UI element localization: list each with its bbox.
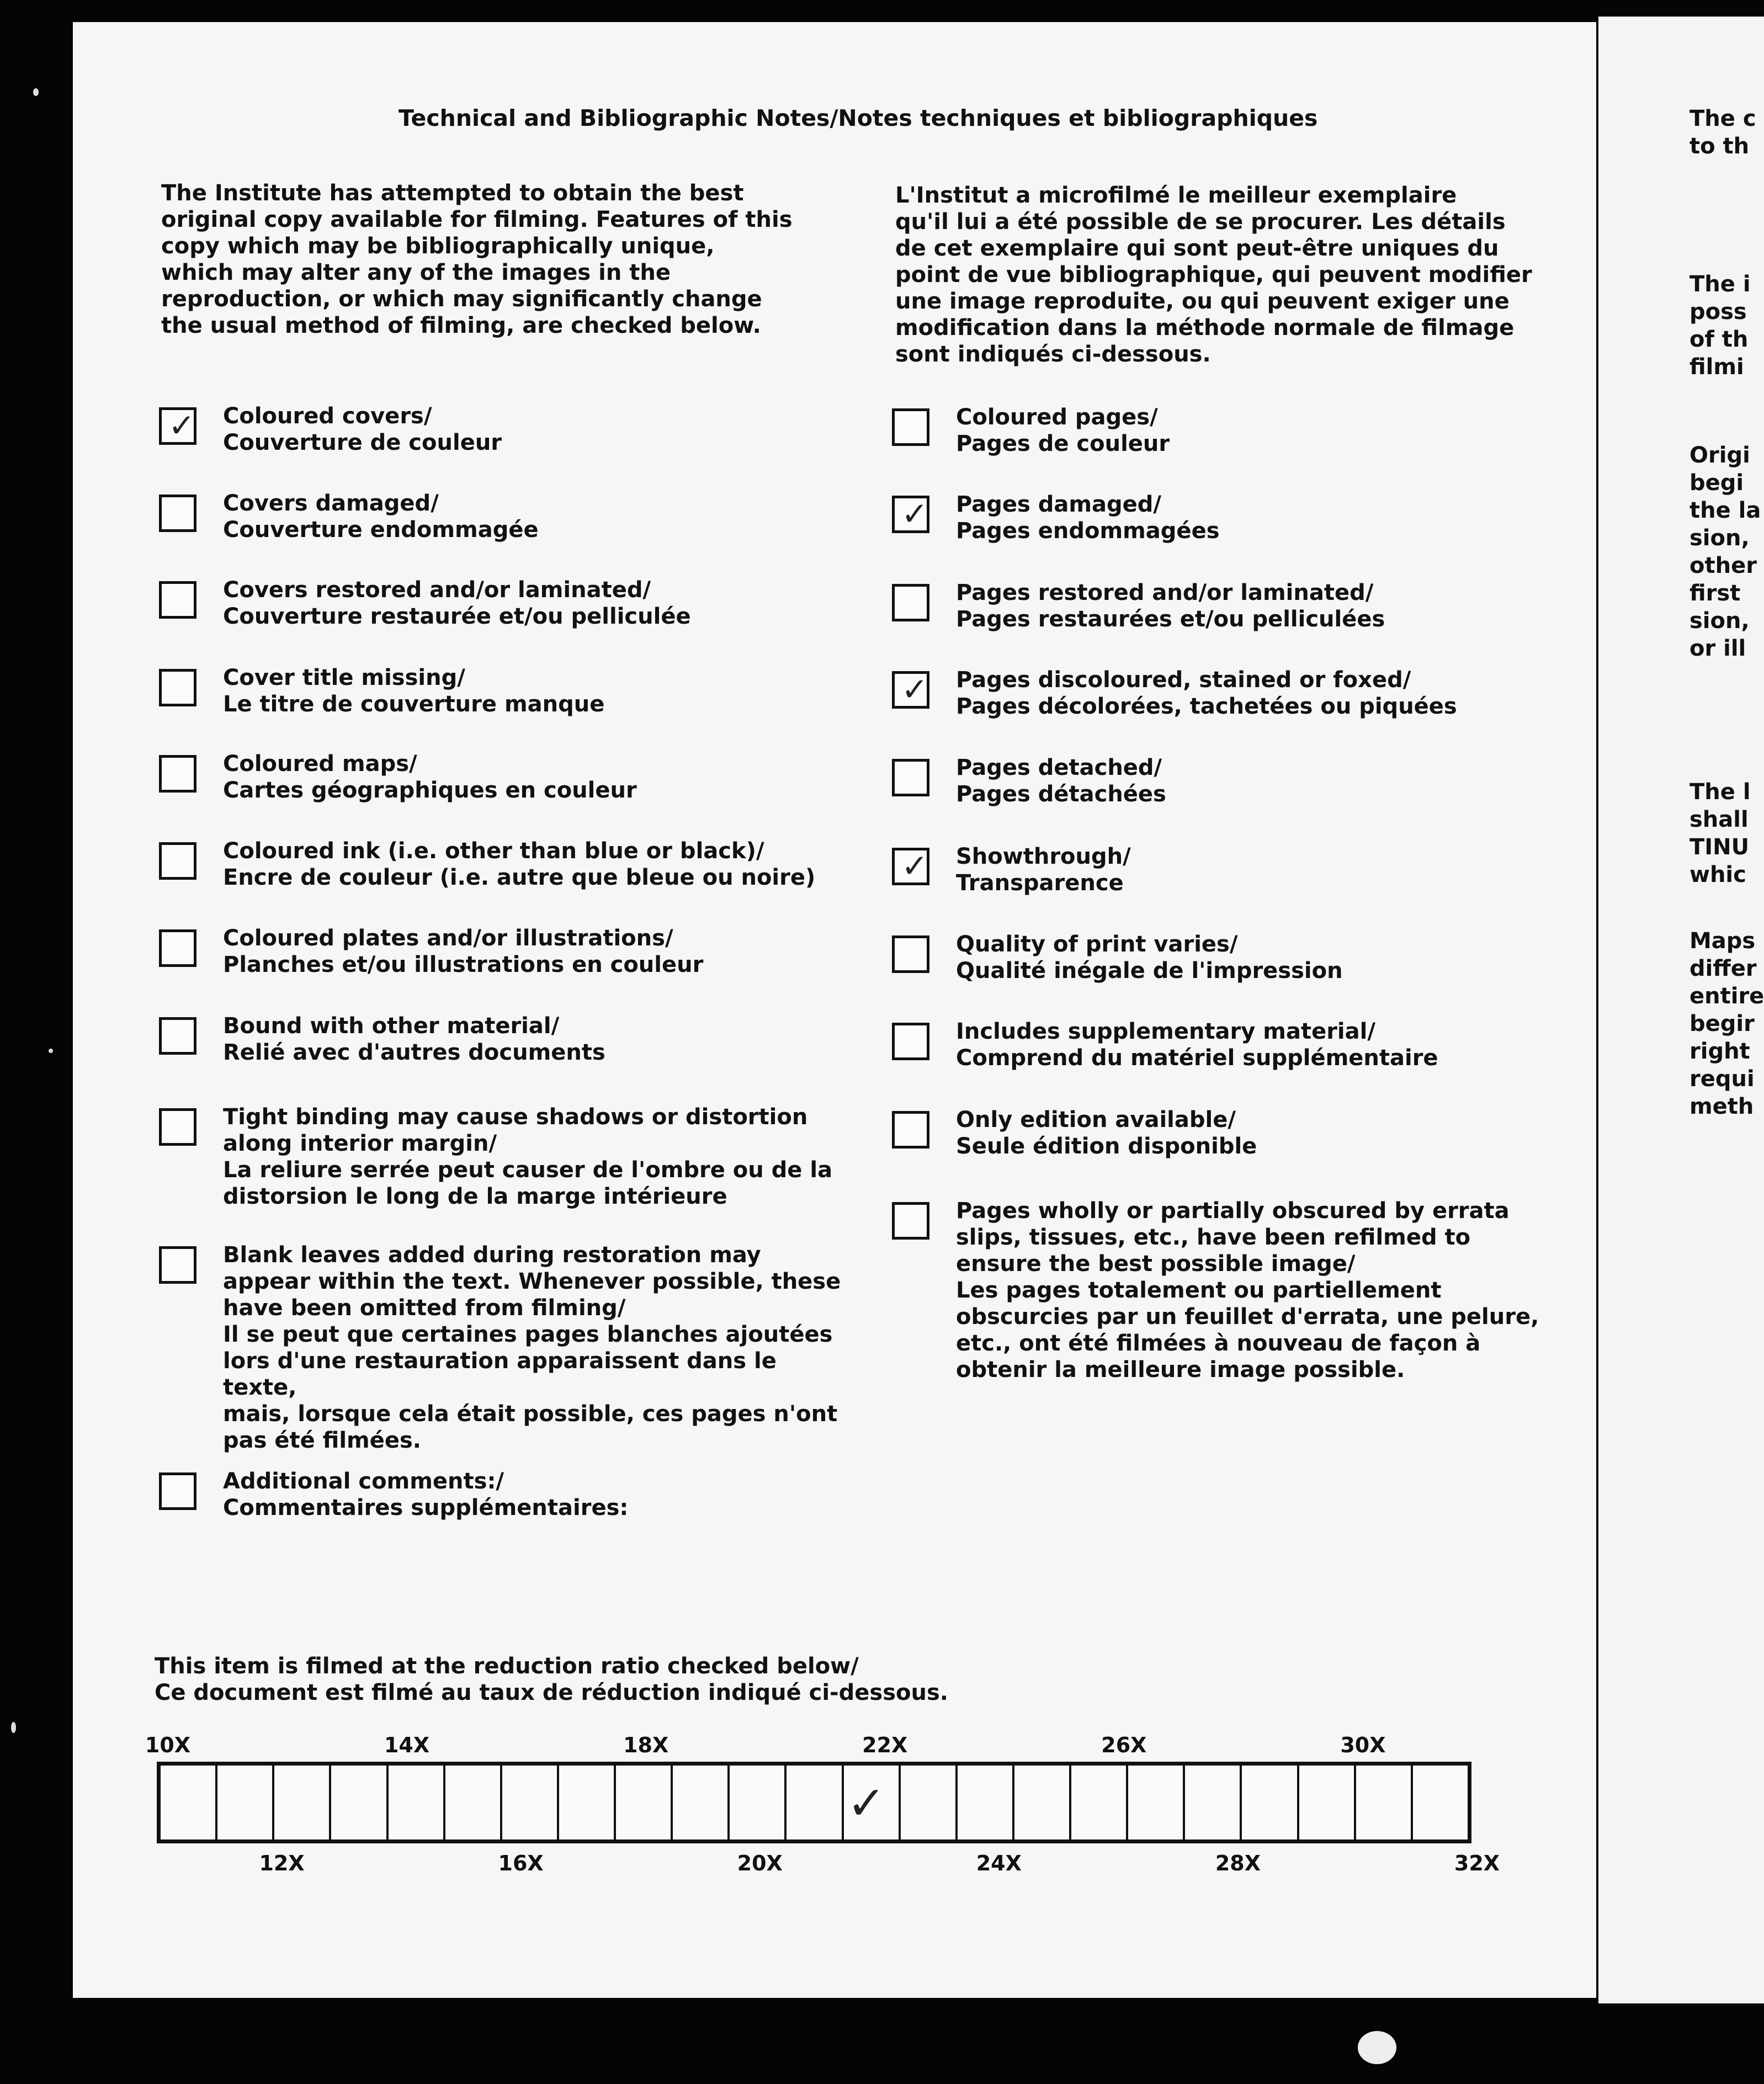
- checklist-item-label: Includes supplementary material/ Comprend du matériel supplémentaire: [956, 1019, 1438, 1071]
- ratio-cell[interactable]: [1128, 1766, 1185, 1840]
- checkbox[interactable]: [159, 669, 196, 706]
- check-mark-icon: ✓: [901, 495, 928, 533]
- ratio-cell[interactable]: [389, 1766, 445, 1840]
- ratio-cell[interactable]: [673, 1766, 730, 1840]
- checklist-item-label: Pages detached/ Pages détachées: [956, 755, 1166, 807]
- ratio-cell[interactable]: [502, 1766, 559, 1840]
- ratio-label-top: 22X: [862, 1733, 908, 1757]
- checkbox[interactable]: [892, 1023, 929, 1060]
- ratio-cell[interactable]: [1071, 1766, 1128, 1840]
- reduction-ratio-scale: [157, 1762, 1471, 1843]
- adjacent-paragraph: The i poss of th filmi: [1689, 272, 1751, 380]
- ratio-cell[interactable]: [445, 1766, 502, 1840]
- ratio-cell[interactable]: [787, 1766, 843, 1840]
- checklist-item-label: Pages wholly or partially obscured by errata slips, tissues, etc., have been refilmed to ensure the best possible image/ Les pages totalement ou partiellement obscurcies par un feuillet d'errata, une pelure, etc., ont été filmées à nouveau de façon à obtenir la meilleure image possible.: [956, 1198, 1539, 1383]
- ratio-label-bottom: 12X: [259, 1851, 305, 1875]
- check-mark-icon: ✓: [168, 407, 195, 444]
- ratio-label-bottom: 28X: [1215, 1851, 1261, 1875]
- checkbox[interactable]: [892, 848, 929, 885]
- checkbox[interactable]: [892, 935, 929, 973]
- checkbox[interactable]: [159, 1472, 196, 1510]
- checkbox[interactable]: [159, 755, 196, 793]
- checklist-item-label: Coloured maps/ Cartes géographiques en couleur: [223, 751, 637, 803]
- ratio-label-top: 10X: [145, 1733, 191, 1757]
- checklist-item-label: Bound with other material/ Relié avec d'autres documents: [223, 1013, 605, 1065]
- check-mark-icon: ✓: [847, 1776, 886, 1830]
- adjacent-paragraph: The c to th: [1689, 106, 1756, 159]
- checklist-item-label: Coloured ink (i.e. other than blue or black)/ Encre de couleur (i.e. autre que bleue ou noire): [223, 838, 816, 890]
- check-mark-icon: ✓: [901, 671, 928, 708]
- ratio-cell[interactable]: [331, 1766, 388, 1840]
- checklist-item-label: Only edition available/ Seule édition disponible: [956, 1107, 1257, 1159]
- ratio-label-bottom: 16X: [498, 1851, 544, 1875]
- checklist-item-label: Covers damaged/ Couverture endommagée: [223, 491, 539, 543]
- reduction-note: This item is filmed at the reduction ratio checked below/ Ce document est filmé au taux de réduction indiqué ci-dessous.: [155, 1654, 948, 1705]
- notes-page: [73, 22, 1596, 1998]
- checkbox[interactable]: [159, 1246, 196, 1284]
- checkbox[interactable]: [159, 495, 196, 532]
- ratio-cell[interactable]: [161, 1766, 217, 1840]
- page-title: Technical and Bibliographic Notes/Notes techniques et bibliographiques: [399, 105, 1318, 131]
- checkbox[interactable]: [159, 1017, 196, 1055]
- checkbox[interactable]: [892, 496, 929, 533]
- ratio-cell[interactable]: [1014, 1766, 1071, 1840]
- ratio-cell[interactable]: [1185, 1766, 1242, 1840]
- checkbox[interactable]: [159, 1108, 196, 1146]
- ratio-cell[interactable]: [1242, 1766, 1299, 1840]
- checkbox[interactable]: [159, 407, 196, 445]
- ratio-label-top: 30X: [1340, 1733, 1386, 1757]
- ratio-cell[interactable]: [1356, 1766, 1413, 1840]
- checklist-item-label: Covers restored and/or laminated/ Couverture restaurée et/ou pelliculée: [223, 577, 691, 629]
- checkbox[interactable]: [892, 759, 929, 796]
- checkbox[interactable]: [159, 581, 196, 619]
- ratio-cell[interactable]: [559, 1766, 616, 1840]
- checklist-item-label: Blank leaves added during restoration may appear within the text. Whenever possible, these have been omitted from filming/ Il se peut que certaines pages blanches ajoutées lors d'une restauration apparaissent dans le texte, mais, lorsque cela était possible, ces pages n'ont pas été filmées.: [223, 1242, 841, 1453]
- checkbox[interactable]: [892, 1202, 929, 1240]
- ratio-cell[interactable]: [901, 1766, 958, 1840]
- ratio-cell[interactable]: [274, 1766, 331, 1840]
- adjacent-paragraph: Origi begi the la sion, other first sion, or ill: [1689, 443, 1761, 661]
- checklist-item-label: Coloured plates and/or illustrations/ Planches et/ou illustrations en couleur: [223, 926, 704, 977]
- checklist-item-label: Cover title missing/ Le titre de couverture manque: [223, 665, 605, 717]
- intro-french: L'Institut a microfilmé le meilleur exemplaire qu'il lui a été possible de se procurer. Les détails de cet exemplaire qui sont peut-être uniques du point de vue bibliographique, qui peuvent modifier une image reproduite, ou qui peuvent exiger une modification dans la méthode normale de filmage sont indiqués ci-dessous.: [895, 183, 1532, 367]
- checklist-item-label: Additional comments:/ Commentaires supplémentaires:: [223, 1469, 629, 1521]
- checkbox[interactable]: [159, 842, 196, 880]
- checklist-item-label: Showthrough/ Transparence: [956, 844, 1131, 896]
- ratio-cell[interactable]: [730, 1766, 787, 1840]
- checkbox[interactable]: [892, 671, 929, 709]
- ratio-cell[interactable]: [1413, 1766, 1468, 1840]
- ratio-label-bottom: 24X: [976, 1851, 1022, 1875]
- ratio-cell[interactable]: [844, 1766, 901, 1840]
- checklist-item-label: Coloured pages/ Pages de couleur: [956, 405, 1170, 456]
- checklist-item-label: Pages damaged/ Pages endommagées: [956, 492, 1220, 544]
- ratio-label-top: 18X: [623, 1733, 669, 1757]
- intro-english: The Institute has attempted to obtain the best original copy available for filming. Features of this copy which may be bibliographically unique, which may alter any of the images in the reproduction, or which may significantly change the usual method of filming, are checked below.: [161, 180, 793, 338]
- checkbox[interactable]: [892, 1111, 929, 1149]
- checkbox[interactable]: [159, 929, 196, 967]
- adjacent-paragraph: The l shall TINU whic: [1689, 779, 1751, 887]
- check-mark-icon: ✓: [901, 847, 928, 885]
- checklist-item-label: Coloured covers/ Couverture de couleur: [223, 403, 502, 455]
- ratio-label-bottom: 20X: [737, 1851, 783, 1875]
- ratio-cell[interactable]: [616, 1766, 673, 1840]
- checklist-item-label: Quality of print varies/ Qualité inégale de l'impression: [956, 932, 1343, 983]
- adjacent-page: [1598, 17, 1764, 2003]
- checkbox[interactable]: [892, 584, 929, 621]
- ratio-cell[interactable]: [1299, 1766, 1356, 1840]
- ratio-label-top: 14X: [384, 1733, 430, 1757]
- ratio-cell[interactable]: [958, 1766, 1014, 1840]
- adjacent-paragraph: Maps differ entire begir right requi meth: [1689, 928, 1764, 1119]
- ratio-cell[interactable]: [217, 1766, 274, 1840]
- checklist-item-label: Pages restored and/or laminated/ Pages restaurées et/ou pelliculées: [956, 580, 1385, 632]
- ratio-label-top: 26X: [1101, 1733, 1147, 1757]
- ratio-label-bottom: 32X: [1454, 1851, 1500, 1875]
- checklist-item-label: Pages discoloured, stained or foxed/ Pages décolorées, tachetées ou piquées: [956, 667, 1457, 719]
- checklist-item-label: Tight binding may cause shadows or distortion along interior margin/ La reliure serrée peut causer de l'ombre ou de la distorsion le long de la marge intérieure: [223, 1104, 833, 1209]
- checkbox[interactable]: [892, 408, 929, 446]
